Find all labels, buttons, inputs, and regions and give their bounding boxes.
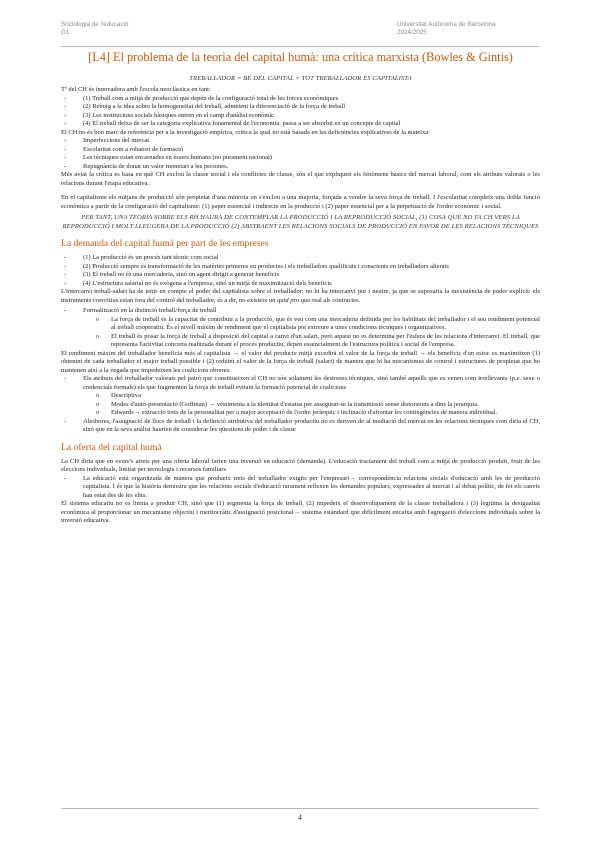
exchange-latin-term: quid pro quo <box>277 296 311 304</box>
sub-list-item: o Edwards→ extracció trets de la personalitat per a major acceptació de l'ordre jeràrquic i inclinació d'afrontar les contingències de manera individual. <box>95 409 540 418</box>
list-item: - (4) El treball deixa de ser la categoria explicativa fonamental de l'economia, passa a ser absorbit en un concepte de capital <box>61 120 540 129</box>
rendiment-paragraph: El rendiment màxim del treballador beneficia més al capitalista → el valor del producte mitjà excedirà el valor de la força de treball → els beneficis d'un estoc es maximitzen (1) obtenint de cada treballador el major treball possible i (2) reduint el valor de la força de treball (salari) de manera que hi ha mecanismes de control i estructures de propietat que ho mantenen així a la vegada que impedeixen les coalicions obreres. <box>61 349 540 374</box>
footer-divider <box>61 808 539 809</box>
sub-list-item: o La força de treball és la capacitat de contribuir a la producció, que és veu com una mercaderia definida per les habilitats del treballador i el seu rendiment potencial al treball cooperatiu. És el nivell màxim de rendiment que el capitalista pot extreure a unes condicions tècniques i organitzatives. <box>95 316 540 333</box>
sub-list-item: o Modes d'auto-presentació (Goffman) → vestimenta a la identitat d'estatus per assegurar-se la transmissió sense distorsions a dins la jerarquia. <box>95 401 540 410</box>
attributes-sublist <box>83 392 540 418</box>
section-heading-demand: La demanda del capital humà per part de les empreses <box>61 238 269 249</box>
list-item: - Imperfeccions del mercat <box>61 137 540 146</box>
list-item: - (1) La producció és un procés tant tècnic com social <box>61 254 540 263</box>
critique-paragraph: Més aviat la crítica es basa en què CH exclou la classe social i els conflictes de classe, són el que expliquen els fenòmens bàsics del mercat laboral, com els atributs valorats o les relacions durant l'etapa educativa. <box>61 171 540 187</box>
intro-list <box>61 95 540 129</box>
section-heading-supply: La oferta del capital humà <box>61 441 162 453</box>
attributes-list <box>61 375 540 435</box>
university-name: Universitat Autònoma de Barcelona <box>397 21 496 28</box>
formalization-label: Formalització en la distinció treball/força de treball <box>83 307 217 314</box>
list-item: - (2) Producció sempre és transformació de les matèries primeres en productes i els treballadors qualificats i conscients en treballadors alterats <box>61 263 540 272</box>
list-item: - (3) El treball no és una mercaderia, sinó un agent dirigit a generar beneficis <box>61 271 540 280</box>
header-left <box>61 21 128 37</box>
academic-year: 2024/2025 <box>397 29 427 36</box>
exchange-text-b: real als contractes. <box>310 296 361 304</box>
capitalism-paragraph: En el capitalisme els mitjans de producció són propietat d'una minoria on s'exclou a una majoria, forçada a vendre la seva força de treball. I l'escolaritat compleix una doble funció econòmica a partir de la configuració del capitalisme: (1) paper essencial i indirecte en la producció i (2) paper essencial per a la perpetuació de l'ordre econòmic i social. <box>61 194 540 210</box>
list-item: - Aleshores, l'assignació de llocs de treball i la definició atributiva del treballador productiu no es deriven de al mediació del mercat en les relacions tècniques com diria el CH, sinó que en la seva anàlisi haurien de considerar les qüestions de poder i de classe <box>61 418 540 435</box>
header-right <box>397 21 496 37</box>
list-item <box>61 307 540 350</box>
exchange-text-a: L'intercanvi treball-salari ha de tenir en compte el poder del capitalista sobre el treballador: no hi ha intercanvi pur i neutre, ja que se suposaria la inexistència de poder explícit: els instruments coercitius estan fora del control del treballador, és a dir, no existeix un <box>61 288 540 304</box>
list-item: - (3) Les institucions socials bàsiques entren en el camp d'anàlisi econòmic <box>61 112 540 121</box>
list-item: - Les tècniques estan encarnades en éssers humans (no purament racional) <box>61 154 540 163</box>
list-item: - Repugnància de donar un valor monetari a les persones. <box>61 163 540 172</box>
attributes-text: Els atributs del treballador valorats pel patró que constitueixen el CH no són solament les destreses tècniques, sinó també aquells que es venen com irrellevants (p.e. sexe o credencials formals) els que fragmenten la força de treball evitant la formació potencial de coalicions <box>83 375 540 391</box>
group-label: G1 <box>61 29 70 36</box>
critique-text: El CH no és bon marc de referència per a la investigació empírica, critica la qual no està basada en les deficiències explicatives de la mateixa: <box>61 128 430 136</box>
sub-list-item: o El treball és posar la força de treball a disposició del capital a canvi d'un salari, però aquest no es determina per l'esfera de les relacions d'intercanvi. El treball, que representa l'activitat concreta realitzada durant el procés productiu, depèn essencialment de l'estructura política i social de l'empresa. <box>95 333 540 350</box>
course-name: Sociologia de l'educació <box>61 21 129 28</box>
list-item <box>61 375 540 418</box>
list-item: - (4) L'estructura salarial no és exògena a l'empresa, sinó un mitjà de maximització dels beneficis <box>61 280 540 289</box>
supply-paragraph-1: La CH diria que en veure's atrets per una oferta laboral farien una inversió en educació (demanda). L'educació tractament del treball com a mitjà de producció produït, fruit de les eleccions individuals, limitat per tecnologia i recursos familiars <box>61 457 540 473</box>
quote-capitalist: TREBALLADOR = BÉ DEL CAPITAL = TOT TREBALLADOR ÉS CAPITALISTA <box>189 74 412 82</box>
list-item: - La educació està organitzada de manera que produeix trets del treballador exigits per l'empresari→ correspondència relacions socials d'educació amb les de producció capitalista. I és que la història demostra que les relacions socials d'educació rarament reflexen les demandes populars, expressades al mercat i al debat polític, de fet els canvis han estat des de les elits. <box>61 475 540 501</box>
page-content <box>61 50 540 526</box>
list-item: - Escolaritat com a robatori de formació <box>61 146 540 155</box>
sub-list-item: o Descriptiva <box>95 392 540 401</box>
header-divider <box>61 46 539 47</box>
supply-paragraph-2: El sistema educatiu no es limita a produir CH, sinó que (1) segmenta la força de treball, (2) impedeix el desenvolupament de la classe treballadora i (3) legitima la desigualtat econòmica al proporcionar un mecanisme objectiu i meritocràtic d'assignació posicional→ sistema estàndard que difícilment encaixa amb l'agregació d'eleccions individuals sobre la inversió educativa. <box>61 500 540 524</box>
list-item: - (1) Treball com a mitjà de producció que depèn de la configuració total de les forces econòmiques <box>61 95 540 104</box>
list-item: - (2) Rebuig a la idea sobre la homogeneïtat del treball, admetent la diferenciació de la força de treball <box>61 103 540 112</box>
page-number: 4 <box>298 813 302 822</box>
formalization-list <box>61 307 540 350</box>
critique-list <box>61 137 540 171</box>
quote-reproduction: PER TANT, UNA TEORIA SOBRE ELS RH HAURÀ DE CONTEMPLAR LA PRODUCCIÓ I LA REPRODUCCIÓ SOCIAL, (1) COSA QUE NO FA CH VERS LA REPRODUCCIÓ I MOLT LLEUGERA DE LA PRODUCCIÓ (2) ABSTRAENT LES RELACIONS SOCIALS DE PRODUCCIÓ EN FAVOR DE LES RELACIONS TÈCNIQUES <box>62 214 539 230</box>
exchange-paragraph <box>61 288 540 305</box>
supply-list <box>61 475 540 501</box>
demand-list <box>61 254 540 288</box>
page-title: [L4] El problema de la teoria del capital humà: una crítica marxista (Bowles & Gintis) <box>88 50 513 64</box>
formalization-sublist <box>83 316 540 350</box>
intro-text: Tª del CH és innovadora amb l'escola neoclàssica en tant: <box>61 86 211 93</box>
